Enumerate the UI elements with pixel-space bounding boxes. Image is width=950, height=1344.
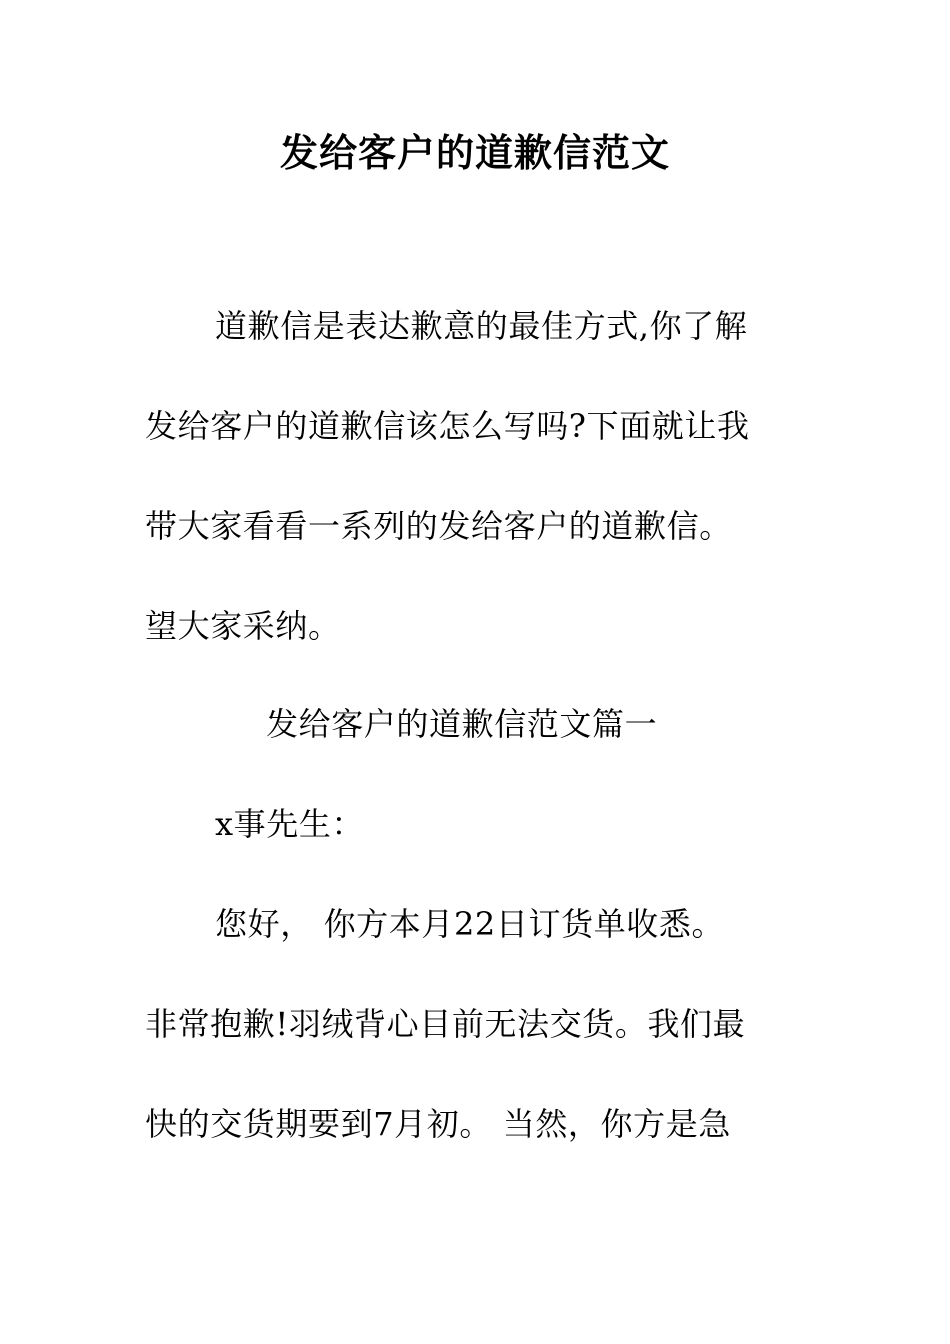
intro-line-4: 望大家采纳。	[145, 607, 341, 645]
intro-line-2: 发给客户的道歉信该怎么写吗?下面就让我	[145, 407, 750, 445]
section-heading: 发给客户的道歉信范文篇一	[266, 705, 658, 743]
document-title: 发给客户的道歉信范文	[279, 130, 670, 175]
intro-line-1: 道歉信是表达歉意的最佳方式,你了解	[215, 307, 748, 345]
salutation: x事先生：	[215, 805, 365, 843]
letter-line-2: 非常抱歉!羽绒背心目前无法交货。我们最	[145, 1005, 746, 1043]
intro-line-3: 带大家看看一系列的发给客户的道歉信。	[145, 507, 732, 545]
letter-line-1: 您好， 你方本月22日订货单收悉。	[215, 905, 725, 943]
letter-line-3: 快的交货期要到7月初。 当然，你方是急	[145, 1105, 731, 1143]
